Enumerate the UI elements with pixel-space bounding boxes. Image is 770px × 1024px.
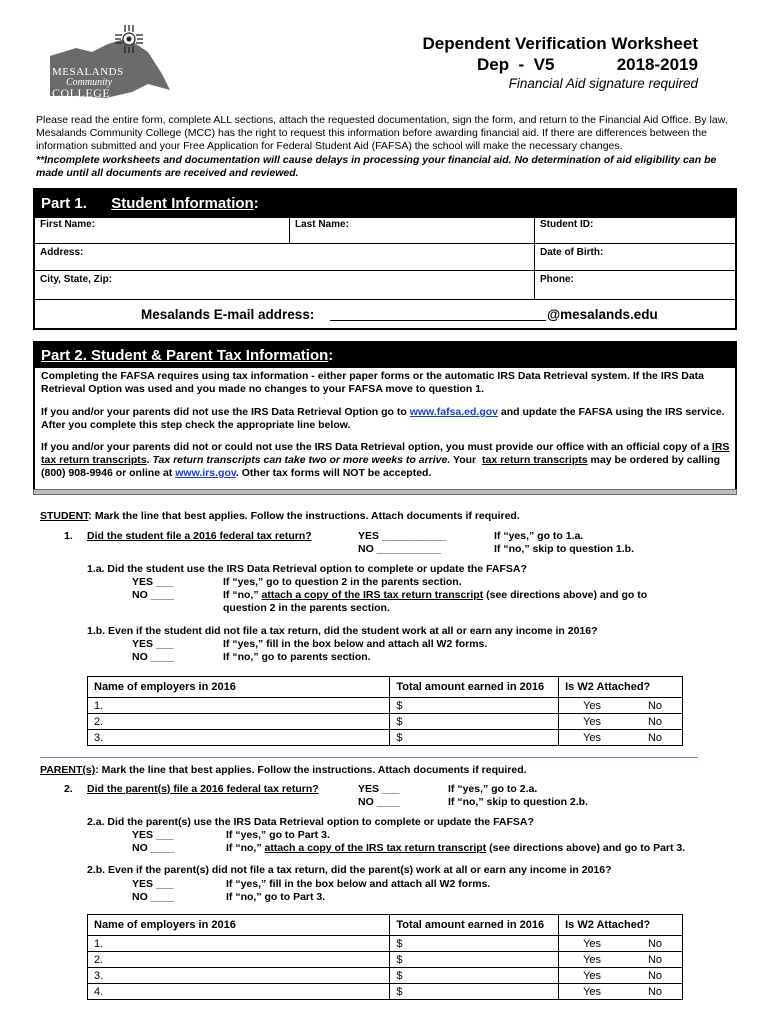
w2-no-option[interactable]: No	[647, 937, 662, 950]
part2-p3-text-a: If you and/or your parents did not or could not use the IRS Data Retrieval option, you must provide our office with an official copy of a	[41, 441, 712, 453]
fafsa-link[interactable]: www.fafsa.ed.gov	[409, 406, 498, 418]
form-title: Dependent Verification Worksheet	[422, 34, 698, 53]
w2-yes-option[interactable]: Yes	[583, 699, 602, 712]
employer-cell[interactable]: 4.	[88, 984, 390, 1000]
w2-yes-option[interactable]: Yes	[583, 953, 602, 966]
col-header-employer: Name of employers in 2016	[88, 677, 390, 698]
phone-field[interactable]	[535, 271, 735, 300]
w2-cell	[559, 714, 683, 730]
q2b-no-line[interactable]: NO ____	[132, 891, 175, 903]
blue-divider	[40, 757, 698, 758]
q2a-no-underline: attach a copy of the IRS tax return transcript	[264, 842, 487, 854]
w2-cell	[559, 984, 683, 1000]
part2-p3-italic: Tax return transcripts can take two or more weeks to arrive.	[152, 454, 451, 466]
logo-text-college: COLLEGE	[52, 86, 111, 100]
section-divider	[33, 489, 737, 495]
q1b-no-line[interactable]: NO ____	[132, 651, 175, 663]
employer-cell[interactable]: 3.	[88, 968, 390, 984]
city-state-zip-label: City, State, Zip:	[40, 274, 113, 285]
w2-cell	[559, 952, 683, 968]
parent-label: PARENT(s)	[40, 764, 96, 776]
table-header-row	[88, 915, 683, 936]
student-id-label: Student ID:	[540, 219, 594, 230]
amount-cell[interactable]: $	[390, 936, 559, 952]
q2-yes-line[interactable]: YES ___	[358, 783, 400, 795]
amount-cell[interactable]: $	[390, 698, 559, 714]
part1-title: Student Information	[111, 195, 254, 212]
student-label: STUDENT	[40, 510, 89, 522]
q2a-no-line[interactable]: NO ____	[132, 842, 175, 854]
q1a-yes-line[interactable]: YES ___	[132, 576, 174, 588]
part1-colon: :	[253, 195, 259, 212]
table-header-row	[88, 677, 683, 698]
w2-no-option[interactable]: No	[647, 985, 662, 998]
q1-no-line[interactable]: NO ___________	[358, 543, 441, 555]
part2-p3-underline-2: tax return transcripts	[481, 454, 588, 466]
w2-cell	[559, 698, 683, 714]
parent-instructions-text: : Mark the line that best applies. Follow the instructions. Attach documents if required.	[95, 764, 527, 776]
employer-cell[interactable]: 1.	[88, 936, 390, 952]
form-year: 2018-2019	[616, 55, 698, 74]
col-header-amount: Total amount earned in 2016	[390, 915, 559, 936]
email-input-line[interactable]	[330, 320, 546, 321]
first-name-label: First Name:	[40, 219, 96, 230]
q2-yes-instruction: If “yes,” go to 2.a.	[448, 783, 538, 795]
part2-p3-underline-1: IRS tax return transcripts	[41, 441, 730, 466]
q1b-yes-line[interactable]: YES ___	[132, 638, 174, 650]
q2a-yes-instruction: If “yes,” go to Part 3.	[226, 829, 330, 841]
part2-colon: :	[328, 347, 334, 364]
w2-no-option[interactable]: No	[647, 715, 662, 728]
amount-cell[interactable]: $	[390, 714, 559, 730]
form-code: Dep - V5	[477, 55, 555, 74]
q1a-no-underline: attach a copy of the IRS tax return transcript	[261, 589, 484, 601]
q2-no-line[interactable]: NO ____	[358, 796, 401, 808]
w2-cell	[559, 936, 683, 952]
q1a-no-text-a: If “no,”	[223, 589, 262, 601]
last-name-label: Last Name:	[295, 219, 349, 230]
q1a-question: 1.a. Did the student use the IRS Data Retrieval option to complete or update the FAFSA?	[87, 563, 527, 575]
part2-p3-text-b: .	[146, 454, 153, 466]
w2-cell	[559, 968, 683, 984]
w2-yes-option[interactable]: Yes	[583, 985, 602, 998]
w2-cell	[559, 730, 683, 746]
col-header-employer: Name of employers in 2016	[88, 915, 390, 936]
q1a-no-instruction	[223, 589, 647, 602]
part2-paragraph-2	[41, 406, 727, 432]
col-header-w2: Is W2 Attached?	[559, 915, 683, 936]
q2-number: 2.	[64, 783, 73, 795]
part2-section	[33, 341, 737, 495]
q2b-no-instruction: If “no,” go to Part 3.	[226, 891, 326, 903]
amount-cell[interactable]: $	[390, 984, 559, 1000]
parent-instructions	[40, 764, 527, 777]
table-row	[88, 698, 683, 714]
q2a-yes-line[interactable]: YES ___	[132, 829, 174, 841]
email-label: Mesalands E-mail address:	[141, 307, 315, 322]
q2b-yes-instruction: If “yes,” fill in the box below and attach all W2 forms.	[226, 878, 491, 890]
w2-yes-option[interactable]: Yes	[583, 937, 602, 950]
q2a-no-text-b: (see directions above) and go to Part 3.	[486, 842, 686, 854]
part2-p2-text-b: and update the FAFSA using the IRS service. After you complete this step check the appropriate line below.	[41, 406, 725, 431]
q2a-no-instruction	[226, 842, 685, 855]
part2-paragraph-1: Completing the FAFSA requires using tax information - either paper forms or the automatic IRS Data Retrieval system. If the IRS Data Retrieval Option was used and you made no changes to your FAFSA move to question 1.	[41, 370, 704, 395]
address-label: Address:	[40, 247, 84, 258]
q2-no-instruction: If “no,” skip to question 2.b.	[448, 796, 589, 808]
last-name-field[interactable]	[290, 216, 535, 244]
student-id-field[interactable]	[535, 216, 735, 244]
q1a-yes-instruction: If “yes,” go to question 2 in the parents section.	[223, 576, 462, 588]
col-header-amount: Total amount earned in 2016	[390, 677, 559, 698]
w2-no-option[interactable]: No	[647, 969, 662, 982]
part2-number: Part 2.	[41, 347, 87, 364]
q2a-question: 2.a. Did the parent(s) use the IRS Data Retrieval option to complete or update the FAFSA?	[87, 816, 534, 828]
part2-p2-text-a: If you and/or your parents did not use the IRS Data Retrieval Option go to	[41, 406, 410, 418]
address-field[interactable]	[35, 244, 535, 271]
college-logo	[36, 22, 174, 102]
part1-header	[35, 190, 735, 218]
q2b-yes-line[interactable]: YES ___	[132, 878, 174, 890]
q2-question: Did the parent(s) file a 2016 federal tax return?	[87, 783, 319, 795]
q1b-question: 1.b. Even if the student did not file a tax return, did the student work at all or earn any income in 2016?	[87, 625, 598, 637]
logo-text-mesalands: MESALANDS	[52, 66, 124, 78]
dob-label: Date of Birth:	[540, 247, 604, 258]
intro-warning: **Incomplete worksheets and documentation will cause delays in processing your financial aid. No determination of aid eligibility can be made until all documents are received and reviewed.	[36, 154, 717, 179]
table-row	[88, 936, 683, 952]
table-row	[88, 952, 683, 968]
part2-header	[35, 343, 735, 368]
irs-link[interactable]: www.irs.gov	[175, 467, 236, 479]
form-subtitle: Financial Aid signature required	[508, 76, 698, 91]
table-row	[88, 730, 683, 746]
w2-yes-option[interactable]: Yes	[583, 715, 602, 728]
part1-section	[33, 188, 737, 330]
q1-number: 1.	[64, 530, 73, 542]
dob-field[interactable]	[535, 244, 735, 271]
w2-yes-option[interactable]: Yes	[583, 969, 602, 982]
w2-no-option[interactable]: No	[647, 953, 662, 966]
part2-p3-text-c: Your	[450, 454, 482, 466]
first-name-field[interactable]	[35, 216, 290, 244]
q1b-yes-instruction: If “yes,” fill in the box below and attach all W2 forms.	[223, 638, 488, 650]
employer-cell[interactable]: 2.	[88, 714, 390, 730]
q1-no-instruction: If “no,” skip to question 1.b.	[494, 543, 635, 555]
employer-cell[interactable]: 2.	[88, 952, 390, 968]
employer-cell[interactable]: 3.	[88, 730, 390, 746]
w2-no-option[interactable]: No	[647, 699, 662, 712]
part1-number: Part 1.	[41, 195, 87, 212]
q1a-no-text-b: (see directions above) and go to	[483, 589, 648, 601]
city-state-zip-field[interactable]	[35, 271, 535, 300]
part2-title: Student & Parent Tax Information	[91, 347, 329, 364]
parent-employer-table	[87, 914, 683, 1000]
intro-text: Please read the entire form, complete ALL sections, attach the requested documentation, sign the form, and return to the Financial Aid Office. By law, Mesalands Community College (MCC) has the right to request this information before awarding financial aid. If there are differences between the information submitted and your Free Application for Federal Student Aid (FAFSA) the school will make the necessary changes.	[36, 114, 728, 152]
table-row	[88, 714, 683, 730]
q1-yes-instruction: If “yes,” go to 1.a.	[494, 530, 584, 542]
q2b-question: 2.b. Even if the parent(s) did not file a tax return, did the parent(s) work at all or earn any income in 2016?	[87, 864, 612, 876]
student-instructions-text: : Mark the line that best applies. Follow the instructions. Attach documents if required.	[88, 510, 520, 522]
w2-yes-option[interactable]: Yes	[583, 731, 602, 744]
amount-cell[interactable]: $	[390, 730, 559, 746]
email-domain: @mesalands.edu	[547, 307, 658, 322]
part2-paragraph-3	[41, 441, 731, 480]
q1-yes-line[interactable]: YES ___________	[358, 530, 447, 542]
student-instructions	[40, 510, 520, 523]
part2-p3-text-d: may be ordered by calling (800) 908-9946 or online at	[41, 454, 721, 479]
amount-cell[interactable]: $	[390, 952, 559, 968]
col-header-w2: Is W2 Attached?	[559, 677, 683, 698]
table-row	[88, 984, 683, 1000]
student-employer-table	[87, 676, 683, 746]
q2a-no-text-a: If “no,”	[226, 842, 265, 854]
q1b-no-instruction: If “no,” go to parents section.	[223, 651, 371, 663]
q1a-no-line[interactable]: NO ____	[132, 589, 175, 601]
email-row	[35, 300, 735, 328]
amount-cell[interactable]: $	[390, 968, 559, 984]
phone-label: Phone:	[540, 274, 574, 285]
q1-question: Did the student file a 2016 federal tax return?	[87, 530, 312, 542]
employer-cell[interactable]: 1.	[88, 698, 390, 714]
q1a-no-instruction-cont: question 2 in the parents section.	[223, 602, 390, 614]
table-row	[88, 968, 683, 984]
w2-no-option[interactable]: No	[647, 731, 662, 744]
part2-p3-text-e: . Other tax forms will NOT be accepted.	[235, 467, 432, 479]
logo-text-community: Community	[66, 77, 113, 88]
